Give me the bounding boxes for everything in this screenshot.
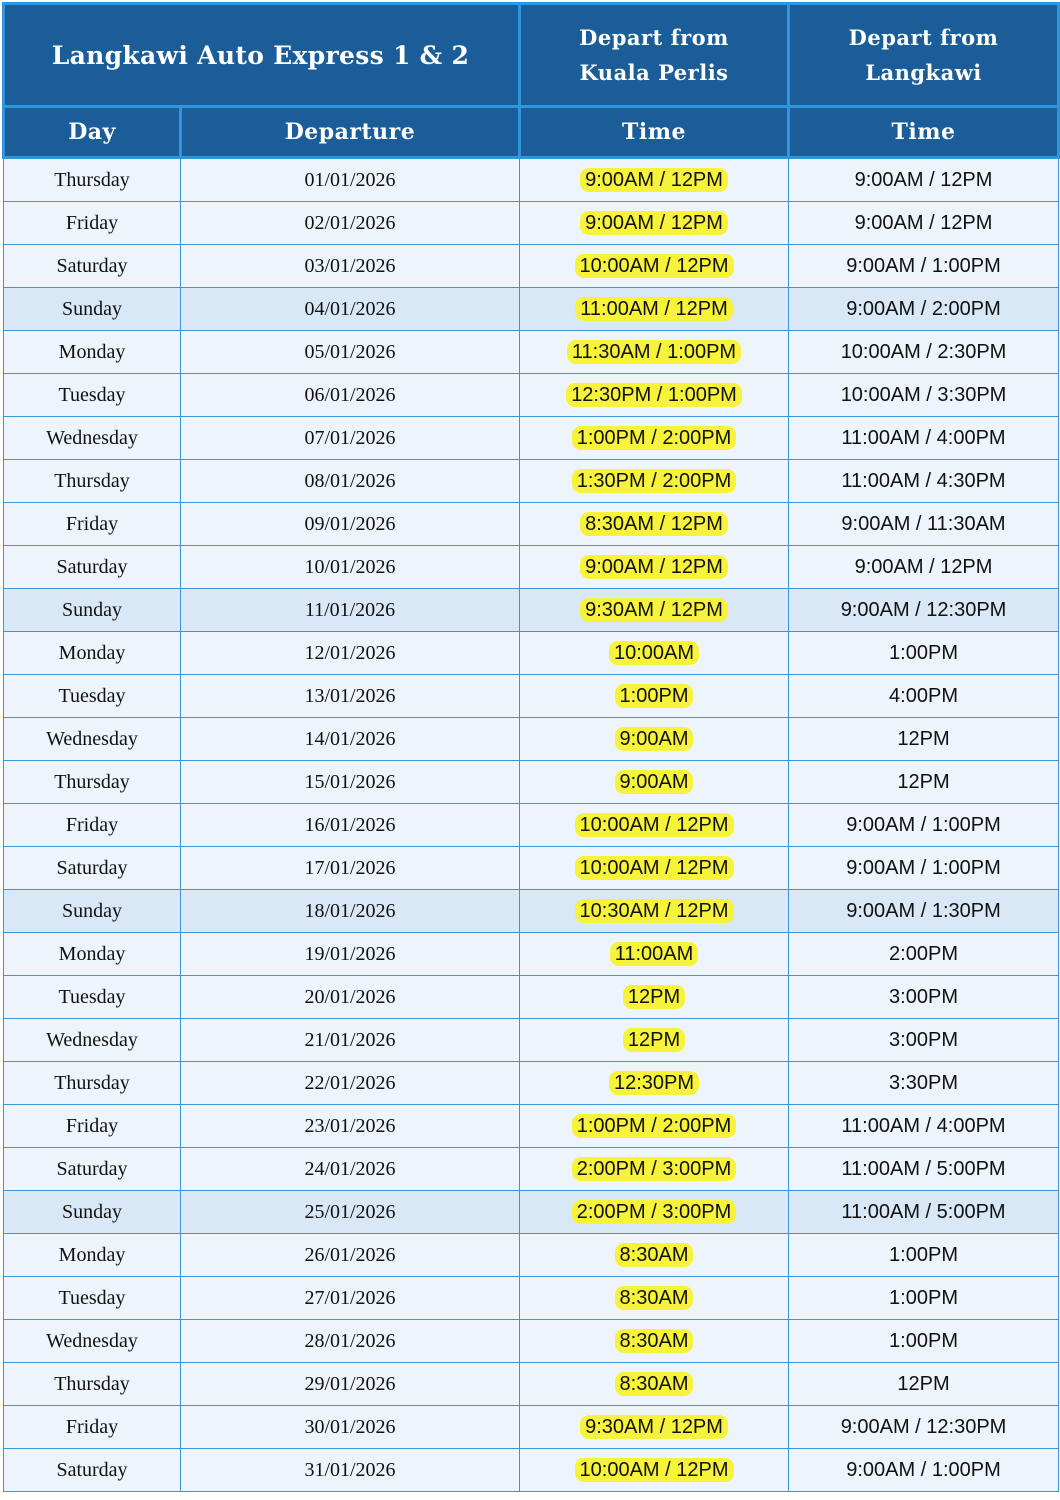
kuala-perlis-time-cell [520, 374, 789, 417]
table-row [4, 847, 1059, 890]
kuala-perlis-time-cell [520, 1019, 789, 1062]
kuala-perlis-time-highlight: 1:00PM / 2:00PM [572, 426, 737, 450]
table-row [4, 1191, 1059, 1234]
langkawi-time-cell: 2:00PM [789, 933, 1059, 976]
kuala-perlis-time-highlight: 8:30AM [615, 1286, 694, 1310]
table-row [4, 546, 1059, 589]
departure-date-cell: 29/01/2026 [181, 1363, 520, 1406]
langkawi-time-cell: 12PM [789, 761, 1059, 804]
kuala-perlis-time-cell [520, 890, 789, 933]
departure-date-cell: 16/01/2026 [181, 804, 520, 847]
departure-date-cell: 15/01/2026 [181, 761, 520, 804]
langkawi-time-cell: 9:00AM / 1:30PM [789, 890, 1059, 933]
kuala-perlis-time-highlight: 8:30AM [615, 1329, 694, 1353]
departure-date-cell: 24/01/2026 [181, 1148, 520, 1191]
kuala-perlis-time-highlight: 9:00AM / 12PM [580, 168, 728, 192]
kuala-perlis-time-highlight: 11:00AM / 12PM [575, 297, 732, 321]
departure-date-cell: 31/01/2026 [181, 1449, 520, 1492]
langkawi-time-cell: 12PM [789, 718, 1059, 761]
title-row [4, 4, 1059, 107]
langkawi-time-cell: 9:00AM / 2:00PM [789, 288, 1059, 331]
day-cell: Wednesday [4, 417, 181, 460]
departure-date-cell: 10/01/2026 [181, 546, 520, 589]
table-row [4, 1406, 1059, 1449]
departure-date-cell: 20/01/2026 [181, 976, 520, 1019]
langkawi-time-cell: 3:00PM [789, 1019, 1059, 1062]
langkawi-time-cell: 1:00PM [789, 1277, 1059, 1320]
departure-date-cell: 28/01/2026 [181, 1320, 520, 1363]
langkawi-time-cell: 9:00AM / 12PM [789, 158, 1059, 202]
kuala-perlis-time-highlight: 8:30AM [615, 1372, 694, 1396]
departure-date-cell: 13/01/2026 [181, 675, 520, 718]
table-row [4, 933, 1059, 976]
kuala-perlis-time-highlight: 10:00AM [609, 641, 699, 665]
day-cell: Sunday [4, 890, 181, 933]
langkawi-time-cell: 1:00PM [789, 1320, 1059, 1363]
langkawi-header-line2: Langkawi [865, 60, 982, 85]
langkawi-time-cell: 11:00AM / 4:30PM [789, 460, 1059, 503]
schedule-body [4, 158, 1059, 1492]
day-cell: Friday [4, 1105, 181, 1148]
kuala-perlis-time-highlight: 2:00PM / 3:00PM [572, 1200, 737, 1224]
kuala-perlis-time-highlight: 1:00PM [615, 684, 694, 708]
departure-date-cell: 23/01/2026 [181, 1105, 520, 1148]
departure-date-cell: 01/01/2026 [181, 158, 520, 202]
table-row [4, 374, 1059, 417]
kuala-perlis-time-cell [520, 503, 789, 546]
table-row [4, 158, 1059, 202]
langkawi-time-cell: 9:00AM / 12:30PM [789, 589, 1059, 632]
kuala-perlis-time-cell [520, 632, 789, 675]
kuala-perlis-time-highlight: 9:00AM [615, 770, 694, 794]
day-cell: Sunday [4, 288, 181, 331]
day-cell: Thursday [4, 1062, 181, 1105]
col-header-kp-time: Time [520, 107, 789, 158]
table-row [4, 1019, 1059, 1062]
kuala-perlis-time-cell [520, 675, 789, 718]
day-cell: Monday [4, 933, 181, 976]
table-row [4, 1062, 1059, 1105]
day-cell: Friday [4, 804, 181, 847]
kuala-perlis-time-highlight: 9:00AM [615, 727, 694, 751]
kuala-perlis-time-cell [520, 1449, 789, 1492]
table-row [4, 1105, 1059, 1148]
kuala-perlis-time-highlight: 9:30AM / 12PM [580, 1415, 728, 1439]
langkawi-time-cell: 11:00AM / 4:00PM [789, 417, 1059, 460]
col-header-departure: Departure [181, 107, 520, 158]
table-row [4, 1148, 1059, 1191]
langkawi-time-cell: 3:00PM [789, 976, 1059, 1019]
kuala-perlis-time-highlight: 10:00AM / 12PM [575, 813, 734, 837]
departure-date-cell: 17/01/2026 [181, 847, 520, 890]
departure-date-cell: 25/01/2026 [181, 1191, 520, 1234]
langkawi-time-cell: 9:00AM / 1:00PM [789, 1449, 1059, 1492]
departure-date-cell: 19/01/2026 [181, 933, 520, 976]
kuala-perlis-time-highlight: 8:30AM [615, 1243, 694, 1267]
kuala-perlis-time-highlight: 10:00AM / 12PM [575, 856, 734, 880]
table-row [4, 202, 1059, 245]
table-row [4, 1449, 1059, 1492]
kuala-perlis-time-highlight: 11:30AM / 1:00PM [567, 340, 741, 364]
kuala-perlis-header-line2: Kuala Perlis [579, 60, 729, 85]
day-cell: Friday [4, 503, 181, 546]
kuala-perlis-time-highlight: 9:30AM / 12PM [580, 598, 728, 622]
kuala-perlis-time-cell [520, 1363, 789, 1406]
kuala-perlis-time-cell [520, 1320, 789, 1363]
kuala-perlis-time-highlight: 9:00AM / 12PM [580, 555, 728, 579]
kuala-perlis-time-highlight: 2:00PM / 3:00PM [572, 1157, 737, 1181]
kuala-perlis-time-cell [520, 158, 789, 202]
table-row [4, 245, 1059, 288]
departure-date-cell: 26/01/2026 [181, 1234, 520, 1277]
departure-date-cell: 21/01/2026 [181, 1019, 520, 1062]
table-row [4, 675, 1059, 718]
langkawi-header [789, 4, 1059, 107]
day-cell: Monday [4, 632, 181, 675]
table-row [4, 1363, 1059, 1406]
table-row [4, 417, 1059, 460]
departure-date-cell: 27/01/2026 [181, 1277, 520, 1320]
departure-date-cell: 30/01/2026 [181, 1406, 520, 1449]
kuala-perlis-time-highlight: 1:00PM / 2:00PM [572, 1114, 737, 1138]
kuala-perlis-time-cell [520, 847, 789, 890]
langkawi-time-cell: 11:00AM / 5:00PM [789, 1191, 1059, 1234]
departure-date-cell: 18/01/2026 [181, 890, 520, 933]
langkawi-time-cell: 11:00AM / 4:00PM [789, 1105, 1059, 1148]
day-cell: Saturday [4, 245, 181, 288]
kuala-perlis-time-cell [520, 288, 789, 331]
langkawi-time-cell: 9:00AM / 11:30AM [789, 503, 1059, 546]
departure-date-cell: 22/01/2026 [181, 1062, 520, 1105]
day-cell: Sunday [4, 1191, 181, 1234]
langkawi-time-cell: 1:00PM [789, 1234, 1059, 1277]
day-cell: Tuesday [4, 374, 181, 417]
table-row [4, 1234, 1059, 1277]
table-row [4, 589, 1059, 632]
table-row [4, 331, 1059, 374]
langkawi-time-cell: 9:00AM / 1:00PM [789, 804, 1059, 847]
kuala-perlis-header [520, 4, 789, 107]
langkawi-time-cell: 9:00AM / 1:00PM [789, 847, 1059, 890]
table-row [4, 1277, 1059, 1320]
table-row [4, 288, 1059, 331]
kuala-perlis-time-cell [520, 1105, 789, 1148]
col-header-lk-time: Time [789, 107, 1059, 158]
kuala-perlis-time-cell [520, 589, 789, 632]
day-cell: Wednesday [4, 1320, 181, 1363]
kuala-perlis-time-cell [520, 976, 789, 1019]
day-cell: Sunday [4, 589, 181, 632]
schedule-title: Langkawi Auto Express 1 & 2 [4, 4, 520, 107]
langkawi-time-cell: 9:00AM / 12:30PM [789, 1406, 1059, 1449]
day-cell: Wednesday [4, 718, 181, 761]
langkawi-time-cell: 3:30PM [789, 1062, 1059, 1105]
day-cell: Saturday [4, 1148, 181, 1191]
langkawi-time-cell: 11:00AM / 5:00PM [789, 1148, 1059, 1191]
langkawi-time-cell: 4:00PM [789, 675, 1059, 718]
departure-date-cell: 11/01/2026 [181, 589, 520, 632]
day-cell: Thursday [4, 1363, 181, 1406]
kuala-perlis-time-cell [520, 1062, 789, 1105]
kuala-perlis-time-cell [520, 761, 789, 804]
langkawi-time-cell: 9:00AM / 1:00PM [789, 245, 1059, 288]
langkawi-time-cell: 9:00AM / 12PM [789, 202, 1059, 245]
day-cell: Saturday [4, 1449, 181, 1492]
day-cell: Tuesday [4, 675, 181, 718]
departure-date-cell: 14/01/2026 [181, 718, 520, 761]
langkawi-time-cell: 9:00AM / 12PM [789, 546, 1059, 589]
day-cell: Friday [4, 202, 181, 245]
kuala-perlis-time-cell [520, 245, 789, 288]
day-cell: Tuesday [4, 1277, 181, 1320]
day-cell: Monday [4, 1234, 181, 1277]
kuala-perlis-time-cell [520, 718, 789, 761]
kuala-perlis-time-cell [520, 1191, 789, 1234]
table-row [4, 804, 1059, 847]
kuala-perlis-time-highlight: 10:00AM / 12PM [575, 254, 734, 278]
kuala-perlis-time-highlight: 8:30AM / 12PM [580, 512, 728, 536]
departure-date-cell: 07/01/2026 [181, 417, 520, 460]
table-row [4, 890, 1059, 933]
kuala-perlis-time-highlight: 10:00AM / 12PM [575, 1458, 734, 1482]
langkawi-time-cell: 10:00AM / 2:30PM [789, 331, 1059, 374]
column-header-row [4, 107, 1059, 158]
day-cell: Saturday [4, 546, 181, 589]
departure-date-cell: 08/01/2026 [181, 460, 520, 503]
departure-date-cell: 03/01/2026 [181, 245, 520, 288]
ferry-schedule [2, 2, 1057, 1492]
day-cell: Wednesday [4, 1019, 181, 1062]
departure-date-cell: 02/01/2026 [181, 202, 520, 245]
departure-date-cell: 05/01/2026 [181, 331, 520, 374]
langkawi-time-cell: 1:00PM [789, 632, 1059, 675]
departure-date-cell: 12/01/2026 [181, 632, 520, 675]
kuala-perlis-time-cell [520, 1277, 789, 1320]
schedule-table [2, 2, 1060, 1492]
kuala-perlis-time-highlight: 12:30PM [609, 1071, 699, 1095]
kuala-perlis-time-highlight: 9:00AM / 12PM [580, 211, 728, 235]
day-cell: Friday [4, 1406, 181, 1449]
kuala-perlis-time-cell [520, 417, 789, 460]
day-cell: Tuesday [4, 976, 181, 1019]
kuala-perlis-time-highlight: 10:30AM / 12PM [575, 899, 734, 923]
kuala-perlis-time-cell [520, 546, 789, 589]
departure-date-cell: 04/01/2026 [181, 288, 520, 331]
langkawi-header-line1: Depart from [848, 25, 999, 50]
table-row [4, 976, 1059, 1019]
kuala-perlis-time-cell [520, 1406, 789, 1449]
table-row [4, 1320, 1059, 1363]
kuala-perlis-time-cell [520, 1148, 789, 1191]
day-cell: Thursday [4, 761, 181, 804]
langkawi-time-cell: 10:00AM / 3:30PM [789, 374, 1059, 417]
day-cell: Thursday [4, 158, 181, 202]
col-header-day: Day [4, 107, 181, 158]
kuala-perlis-header-line1: Depart from [579, 25, 729, 50]
kuala-perlis-time-cell [520, 933, 789, 976]
kuala-perlis-time-highlight: 1:30PM / 2:00PM [572, 469, 737, 493]
kuala-perlis-time-cell [520, 1234, 789, 1277]
table-row [4, 632, 1059, 675]
table-row [4, 718, 1059, 761]
departure-date-cell: 06/01/2026 [181, 374, 520, 417]
day-cell: Monday [4, 331, 181, 374]
kuala-perlis-time-cell [520, 804, 789, 847]
kuala-perlis-time-cell [520, 460, 789, 503]
table-row [4, 503, 1059, 546]
departure-date-cell: 09/01/2026 [181, 503, 520, 546]
kuala-perlis-time-highlight: 12PM [623, 985, 685, 1009]
table-row [4, 761, 1059, 804]
langkawi-time-cell: 12PM [789, 1363, 1059, 1406]
kuala-perlis-time-cell [520, 331, 789, 374]
kuala-perlis-time-highlight: 12:30PM / 1:00PM [566, 383, 742, 407]
kuala-perlis-time-highlight: 11:00AM [610, 942, 699, 966]
table-row [4, 460, 1059, 503]
day-cell: Thursday [4, 460, 181, 503]
kuala-perlis-time-cell [520, 202, 789, 245]
kuala-perlis-time-highlight: 12PM [623, 1028, 685, 1052]
day-cell: Saturday [4, 847, 181, 890]
